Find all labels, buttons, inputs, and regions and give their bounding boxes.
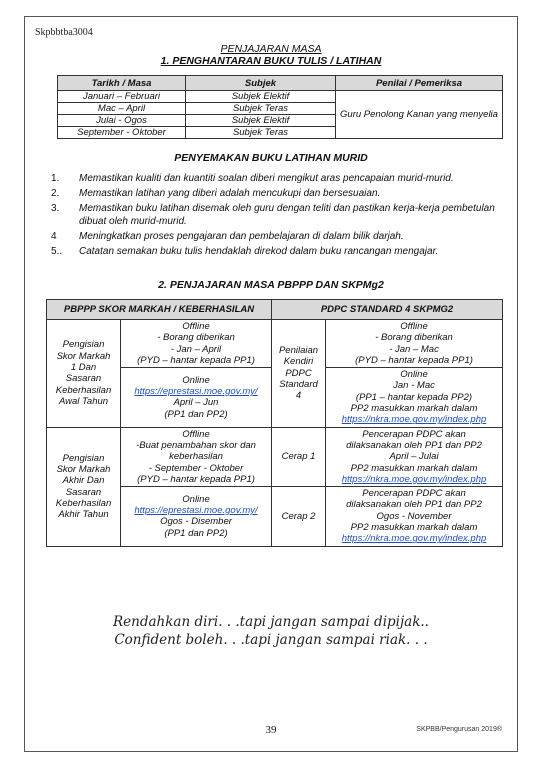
- cell-line: April – Jun: [173, 397, 219, 409]
- list-text: Meningkatkan proses pengajaran dan pembelajaran di dalam bilik darjah.: [79, 231, 404, 242]
- label-line: Skor Markah: [56, 464, 111, 476]
- label-line: Akhir Tahun: [58, 509, 109, 521]
- cell-line: Jan - Mac: [393, 380, 435, 392]
- list-number: 5..: [51, 246, 63, 257]
- pdpc-observation-1-cell: [326, 427, 503, 486]
- cell-line: (PP1 dan PP2): [164, 527, 228, 539]
- schedule-date: September - Oktober: [58, 127, 186, 139]
- cell-line: - Borang diberikan: [375, 332, 453, 344]
- schedule-date: Januari – Februari: [58, 91, 186, 103]
- group-label-early-year: [47, 320, 121, 428]
- alignment-header-row: [47, 300, 503, 320]
- online-cell: [121, 368, 272, 427]
- nkra-link[interactable]: https://nkra.moe.gov.my/index.php: [341, 414, 487, 426]
- document-code: Skpbbtba3004: [35, 27, 93, 38]
- list-text: Memastikan kualiti dan kuantiti soalan diberi mengikut aras pencapaian murid-murid.: [79, 173, 454, 184]
- label-line: Skor Markah: [56, 350, 111, 362]
- cell-line: dilaksanakan oleh PP1 dan PP2: [346, 439, 482, 451]
- schedule-subject: Subjek Elektif: [186, 115, 336, 127]
- page-number: 39: [265, 724, 277, 736]
- alignment-heading: 2. PENJAJARAN MASA PBPPP DAN SKPMg2: [158, 279, 384, 291]
- cell-line: Pencerapan PDPC akan: [362, 428, 466, 440]
- cell-line: Online: [400, 369, 428, 381]
- offline-cell: [121, 320, 272, 368]
- cell-line: Online: [182, 374, 210, 386]
- label-line: Kendiri: [283, 356, 314, 368]
- list-text: Memastikan buku latihan disemak oleh guru dengan teliti dan pastikan kerja-kerja pembetulan dibuat oleh murid-murid.: [79, 203, 495, 227]
- pdpc-self-assessment-label: [272, 320, 326, 428]
- cell-line: Pencerapan PDPC akan: [362, 488, 466, 500]
- label-line: Pengisian: [62, 339, 105, 351]
- cell-line: Ogos - November: [376, 510, 452, 522]
- cell-line: - Jan – Mac: [389, 343, 439, 355]
- label-line: 4: [295, 390, 302, 402]
- observation-1-label: Cerap 1: [272, 427, 326, 486]
- cell-line: - September - Oktober: [148, 462, 244, 474]
- cell-line: (PP1 dan PP2): [164, 408, 228, 420]
- footer-reference: SKPBB/Pengurusan 2019®: [416, 726, 502, 733]
- eprestasi-link[interactable]: https://eprestasi.moe.gov.my/: [134, 505, 258, 517]
- cell-line: PP2 masukkan markah dalam: [350, 403, 478, 415]
- section-title-1: 1. PENGHANTARAN BUKU TULIS / LATIHAN: [160, 55, 382, 67]
- nkra-link[interactable]: https://nkra.moe.gov.my/index.php: [341, 533, 487, 545]
- label-line: Keberhasilan: [55, 497, 112, 509]
- cell-line: Offline: [182, 321, 210, 332]
- page-title: PENJAJARAN MASA: [220, 43, 322, 55]
- pdpc-offline-cell: [326, 320, 503, 368]
- cell-line: (PYD – hantar kepada PP1): [355, 354, 473, 366]
- column-header-assessor: Penilai / Pemeriksa: [336, 76, 503, 91]
- cell-line: keberhasilan: [169, 451, 223, 463]
- inspection-list: [51, 172, 503, 260]
- offline-cell: [121, 427, 272, 486]
- schedule-subject: Subjek Teras: [186, 127, 336, 139]
- label-line: Sasaran: [65, 373, 102, 385]
- quote-line-1: Rendahkan diri. . .tapi jangan sampai dipijak..: [113, 614, 429, 630]
- list-item: [51, 187, 503, 200]
- schedule-date: Julai - Ogos: [58, 115, 186, 127]
- label-line: Standard: [279, 378, 318, 390]
- list-text: Catatan semakan buku tulis hendaklah direkod dalam buku rancangan mengajar.: [79, 246, 439, 257]
- online-cell: [121, 487, 272, 546]
- label-line: Pengisian: [62, 452, 105, 464]
- label-line: PDPC: [285, 367, 312, 379]
- label-line: 1 Dan: [70, 362, 97, 374]
- cell-line: Offline: [182, 428, 210, 440]
- schedule-header-row: [58, 76, 503, 91]
- label-line: Awal Tahun: [58, 395, 109, 407]
- quote-line-2: Confident boleh. . .tapi jangan sampai riak. . .: [114, 632, 428, 648]
- label-line: Keberhasilan: [55, 384, 112, 396]
- schedule-table: [57, 75, 503, 139]
- column-header-date: Tarikh / Masa: [58, 76, 186, 91]
- list-item: [51, 172, 503, 185]
- list-number: 3.: [51, 203, 60, 214]
- cell-line: (PYD – hantar kepada PP1): [137, 354, 255, 366]
- list-item: [51, 245, 503, 258]
- observation-2-label: Cerap 2: [272, 487, 326, 546]
- alignment-table: [46, 299, 503, 547]
- schedule-subject: Subjek Teras: [186, 103, 336, 115]
- cell-line: (PYD – hantar kepada PP1): [137, 473, 255, 485]
- cell-line: (PP1 – hantar kepada PP2): [355, 391, 473, 403]
- cell-line: Offline: [400, 321, 428, 332]
- list-number: 2.: [51, 188, 60, 199]
- list-item: [51, 202, 503, 228]
- table-row: [47, 320, 503, 368]
- schedule-subject: Subjek Elektif: [186, 91, 336, 103]
- cell-line: - Borang diberikan: [157, 332, 235, 344]
- inspection-heading: PENYEMAKAN BUKU LATIHAN MURID: [174, 152, 368, 164]
- pdpc-online-cell: [326, 368, 503, 427]
- list-text: Memastikan latihan yang diberi adalah mencukupi dan bersesuaian.: [79, 188, 381, 199]
- column-header-subject: Subjek: [186, 76, 336, 91]
- label-line: Sasaran: [65, 486, 102, 498]
- cell-line: - Jan – April: [170, 343, 222, 355]
- cell-line: -Buat penambahan skor dan: [136, 439, 256, 451]
- label-line: Akhir Dan: [62, 475, 105, 487]
- cell-line: Online: [182, 493, 210, 505]
- list-number: 1.: [51, 173, 60, 184]
- cell-line: PP2 masukkan markah dalam: [350, 462, 478, 474]
- column-header-pbppp: PBPPP SKOR MARKAH / KEBERHASILAN: [47, 300, 272, 320]
- list-number: 4: [51, 231, 57, 242]
- cell-line: PP2 masukkan markah dalam: [350, 522, 478, 534]
- group-label-end-year: [47, 427, 121, 546]
- cell-line: dilaksanakan oleh PP1 dan PP2: [346, 499, 482, 511]
- eprestasi-link[interactable]: https://eprestasi.moe.gov.my/: [134, 386, 258, 398]
- cell-line: April – Julai: [389, 451, 439, 463]
- table-row: [47, 427, 503, 486]
- label-line: Penilaian: [278, 345, 319, 357]
- column-header-pdpc: PDPC STANDARD 4 SKPMG2: [272, 300, 503, 320]
- cell-line: Ogos - Disember: [160, 516, 232, 528]
- table-row: [58, 91, 503, 103]
- schedule-assessor: Guru Penolong Kanan yang menyelia: [336, 91, 503, 139]
- nkra-link[interactable]: https://nkra.moe.gov.my/index.php: [341, 473, 487, 485]
- pdpc-observation-2-cell: [326, 487, 503, 546]
- list-item: [51, 230, 503, 243]
- schedule-date: Mac – April: [58, 103, 186, 115]
